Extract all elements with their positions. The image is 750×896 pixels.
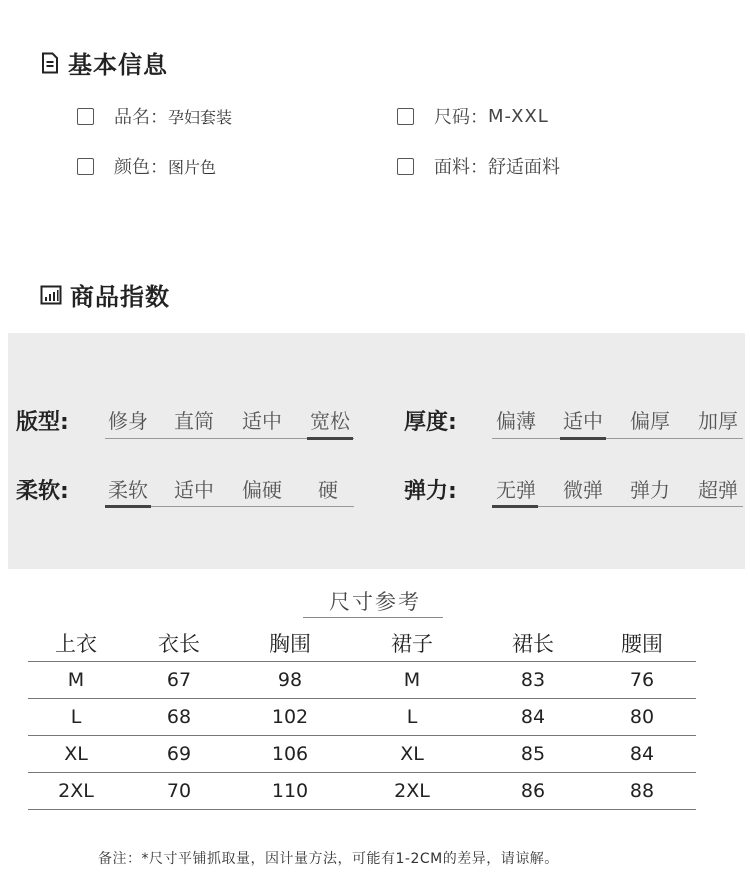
index-option: 微弹: [563, 478, 603, 502]
table-cell: XL: [28, 735, 124, 772]
table-cell: 88: [588, 772, 696, 809]
checkbox-icon: [397, 158, 414, 175]
table-cell: 110: [234, 772, 346, 809]
info-item-fabric: [397, 153, 560, 179]
table-cell: 70: [124, 772, 234, 809]
table-cell: L: [346, 698, 478, 735]
index-option-selected: 宽松: [310, 409, 350, 433]
checkbox-icon: [77, 108, 94, 125]
info-item-color: [77, 153, 216, 179]
index-option: 弹力: [630, 478, 670, 502]
index-label-fit: 版型:: [16, 410, 69, 435]
table-cell: 106: [234, 735, 346, 772]
table-cell: 69: [124, 735, 234, 772]
size-reference-title: 尺寸参考: [329, 590, 421, 614]
basic-info-header: [40, 45, 168, 80]
table-cell: 68: [124, 698, 234, 735]
table-cell: 2XL: [28, 772, 124, 809]
checkbox-icon: [77, 158, 94, 175]
info-item-size: [397, 103, 549, 129]
table-cell: 84: [588, 735, 696, 772]
product-index-title: 商品指数: [70, 283, 170, 311]
index-selected-bar: [492, 505, 538, 508]
info-value: 图片色: [168, 157, 217, 177]
index-option: 修身: [108, 409, 148, 433]
table-cell: 102: [234, 698, 346, 735]
size-title-underline: [303, 617, 443, 618]
index-option: 超弹: [698, 478, 738, 502]
table-cell: 98: [234, 661, 346, 698]
document-icon: [40, 52, 60, 74]
index-option-selected: 无弹: [496, 478, 536, 502]
table-cell: 84: [478, 698, 588, 735]
column-header: 上衣: [28, 625, 124, 661]
column-header: 胸围: [234, 625, 346, 661]
table-cell: L: [28, 698, 124, 735]
index-option: 适中: [174, 478, 214, 502]
size-table: [28, 625, 696, 810]
index-track: [492, 438, 743, 439]
index-option: 偏厚: [630, 409, 670, 433]
index-option: 加厚: [698, 409, 738, 433]
index-selected-bar: [560, 437, 606, 440]
table-cell: XL: [346, 735, 478, 772]
index-option: 偏硬: [242, 478, 282, 502]
table-cell: M: [346, 661, 478, 698]
size-table-header: [28, 625, 696, 661]
info-value: 舒适面料: [488, 157, 560, 178]
info-value: M-XXL: [488, 105, 549, 127]
info-key: 尺码：: [434, 107, 488, 128]
column-header: 裙长: [478, 625, 588, 661]
index-option: 偏薄: [496, 409, 536, 433]
table-cell: 86: [478, 772, 588, 809]
table-cell: 67: [124, 661, 234, 698]
table-cell: 76: [588, 661, 696, 698]
product-index-header: [40, 277, 170, 312]
table-row: [28, 661, 696, 698]
index-selected-bar: [307, 437, 353, 440]
basic-info-title: 基本信息: [68, 51, 168, 79]
table-cell: 80: [588, 698, 696, 735]
index-selected-bar: [105, 505, 151, 508]
table-row: [28, 698, 696, 735]
info-key: 颜色：: [114, 157, 168, 178]
index-option: 硬: [318, 478, 338, 502]
info-key: 面料：: [434, 157, 488, 178]
size-note: 备注：*尺寸平铺抓取量，因计量方法，可能有1-2CM的差异，请谅解。: [98, 851, 559, 867]
column-header: 腰围: [588, 625, 696, 661]
info-key: 品名：: [114, 107, 168, 128]
table-cell: 85: [478, 735, 588, 772]
table-row: [28, 735, 696, 772]
index-label-thickness: 厚度:: [404, 410, 457, 435]
table-cell: 83: [478, 661, 588, 698]
column-header: 衣长: [124, 625, 234, 661]
index-option: 直筒: [174, 409, 214, 433]
index-option-selected: 柔软: [108, 478, 148, 502]
index-label-elasticity: 弹力:: [404, 479, 457, 504]
info-value: 孕妇套装: [168, 107, 233, 127]
info-item-name: [77, 103, 232, 129]
index-option-selected: 适中: [563, 409, 603, 433]
index-option: 适中: [242, 409, 282, 433]
index-label-softness: 柔软:: [16, 479, 69, 504]
table-row: [28, 772, 696, 809]
product-index-panel: [8, 333, 745, 569]
bar-chart-icon: [40, 285, 62, 305]
table-cell: 2XL: [346, 772, 478, 809]
checkbox-icon: [397, 108, 414, 125]
column-header: 裙子: [346, 625, 478, 661]
table-cell: M: [28, 661, 124, 698]
